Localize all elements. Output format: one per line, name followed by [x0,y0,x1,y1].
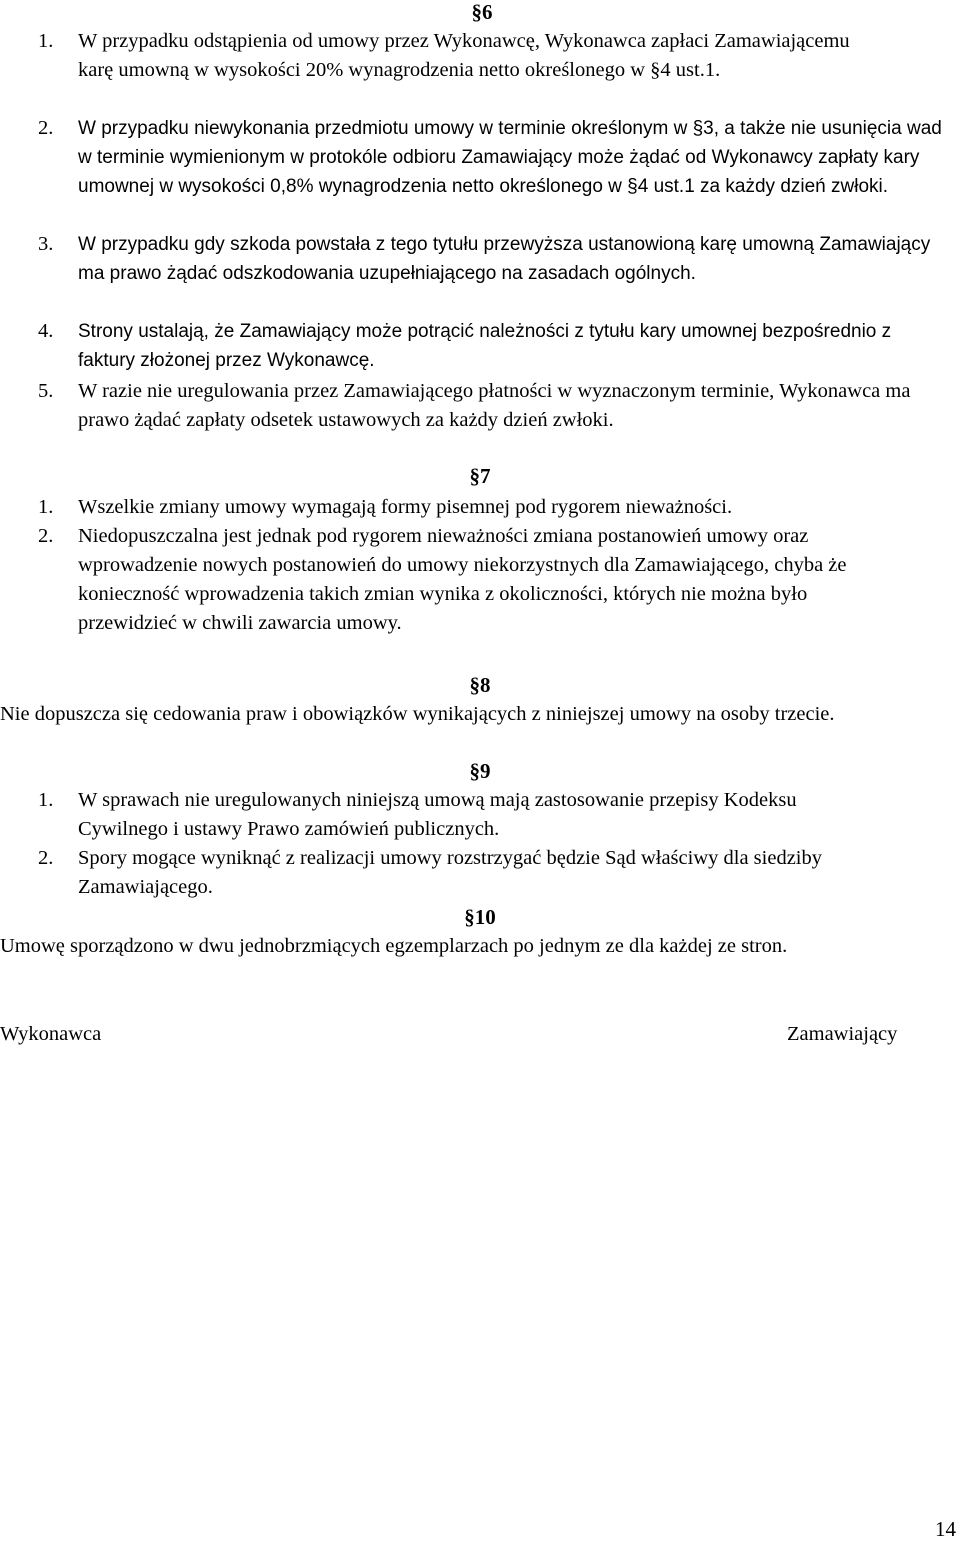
item-text: Niedopuszczalna jest jednak pod rygorem nieważności zmiana postanowień umowy oraz wprowadzenie nowych postanowień do umowy niekorzystnych dla Zamawiającego, chyba że konieczność wprowadzenia takich zmian wynika z okoliczności, których nie można było przewidzieć w chwili zawarcia umowy. [78,525,847,634]
item-number: 2. [38,117,54,139]
section-6-heading: §6 [471,0,493,24]
signature-contractor: Wykonawca [0,1023,102,1045]
item-number: 2. [38,847,54,869]
section-8-heading: §8 [469,673,491,697]
signature-ordering-party: Zamawiający [787,1023,898,1045]
item-number: 2. [38,525,54,547]
section-9-heading: §9 [469,759,491,783]
item-number: 1. [38,789,54,811]
section-10-heading: §10 [464,905,496,929]
item-text: W przypadku gdy szkoda powstała z tego tytułu przewyższa ustanowioną karę umowną Zamawiający ma prawo żądać odszkodowania uzupełniającego na zasadach ogólnych. [78,234,931,284]
item-number: 4. [38,320,54,342]
item-text: Spory mogące wyniknąć z realizacji umowy rozstrzygać będzie Sąd właściwy dla siedziby Zamawiającego. [78,847,822,898]
item-text: W przypadku niewykonania przedmiotu umowy w terminie określonym w §3, a także nie usunięcia wad w terminie wymienionym w protokóle odbioru Zamawiający może żądać od Wykonawcy zapłaty kary umownej w wysokości 0,8% wynagrodzenia netto określonego w §4 ust.1 za każdy dzień zwłoki. [78,118,942,197]
item-number: 5. [38,380,54,402]
item-text: W przypadku odstąpienia od umowy przez Wykonawcę, Wykonawca zapłaci Zamawiającemu karę umowną w wysokości 20% wynagrodzenia netto określonego w §4 ust.1. [78,30,850,81]
item-text: W razie nie uregulowania przez Zamawiającego płatności w wyznaczonym terminie, Wykonawca ma prawo żądać zapłaty odsetek ustawowych za każdy dzień zwłoki. [78,380,911,431]
section-10-text: Umowę sporządzono w dwu jednobrzmiących egzemplarzach po jednym ze dla każdej ze stron. [0,935,788,957]
section-7-heading: §7 [469,464,491,488]
section-8-text: Nie dopuszcza się cedowania praw i obowiązków wynikających z niniejszej umowy na osoby trzecie. [0,703,835,725]
item-text: Strony ustalają, że Zamawiający może potrącić należności z tytułu kary umownej bezpośrednio z faktury złożonej przez Wykonawcę. [78,321,892,371]
page-number: 14 [935,1517,956,1541]
item-number: 1. [38,496,54,518]
item-text: Wszelkie zmiany umowy wymagają formy pisemnej pod rygorem nieważności. [78,496,733,518]
item-number: 1. [38,30,54,52]
item-text: W sprawach nie uregulowanych niniejszą umową mają zastosowanie przepisy Kodeksu Cywilnego i ustawy Prawo zamówień publicznych. [78,789,797,840]
item-number: 3. [38,233,54,255]
